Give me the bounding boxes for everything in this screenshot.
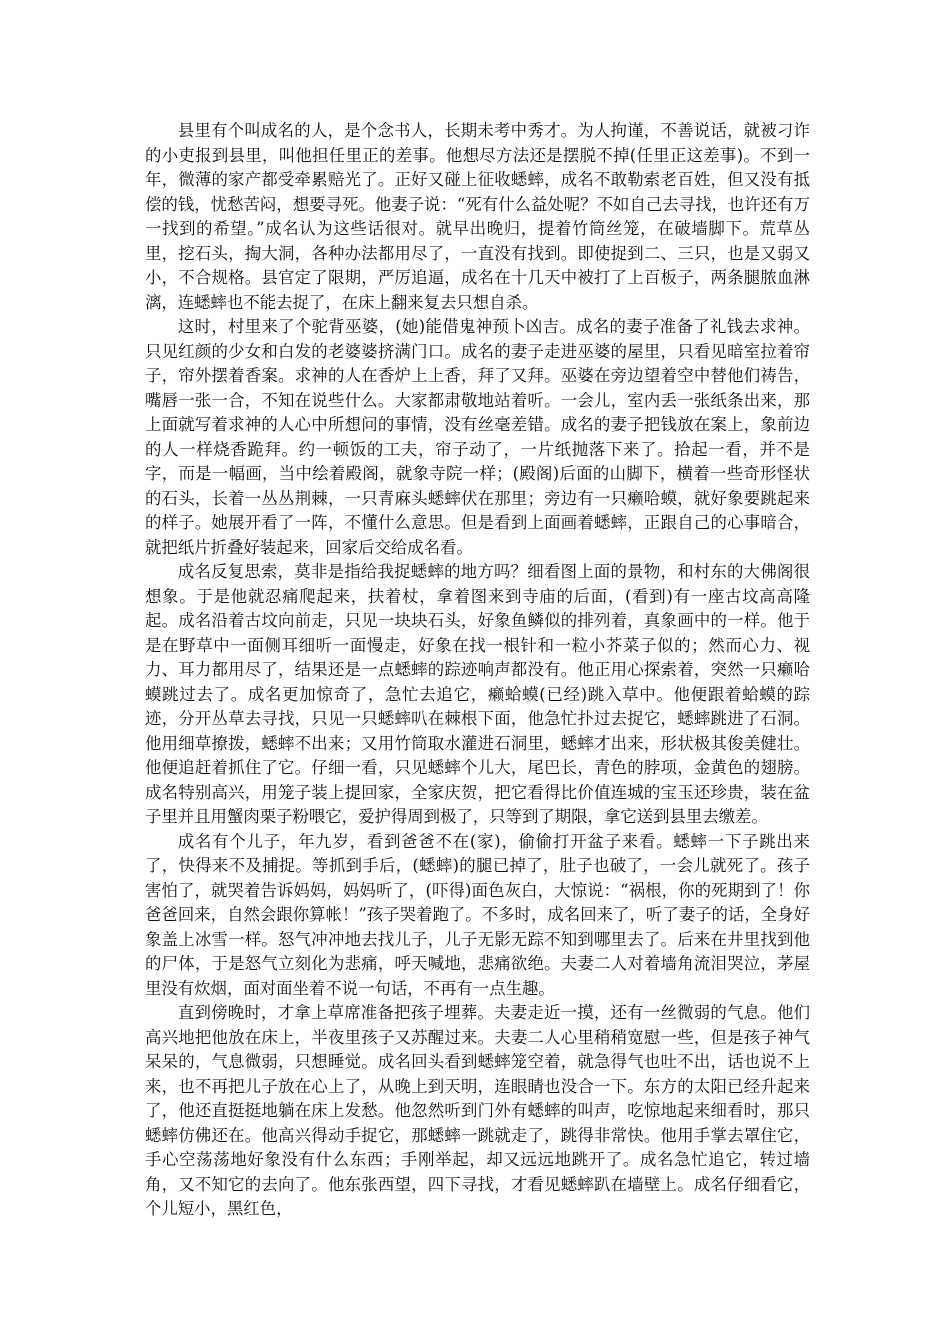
paragraph-4: 成名有个儿子，年九岁，看到爸爸不在(家)，偷偷打开盆子来看。蟋蟀一下子跳出来了，快得来不及捕捉。等抓到手后，(蟋蟀)的腿已掉了，肚子也破了，一会儿就死了。孩子害怕了，就哭着告诉妈妈，妈妈听了，(吓得)面色灰白，大惊说：“祸根，你的死期到了！你爸爸回来，自然会跟你算帐！”孩子哭着跑了。不多时，成名回来了，听了妻子的话，全身好象盖上冰雪一样。怒气冲冲地去找儿子，儿子无影无踪不知到哪里去了。后来在井里找到他的尸体，于是怒气立刻化为悲痛，呼天喊地，悲痛欲绝。夫妻二人对着墙角流泪哭泣，茅屋里没有炊烟，面对面坐着不说一句话，不再有一点生趣。 (145, 831, 810, 998)
paragraph-2: 这时，村里来了个驼背巫婆，(她)能借鬼神预卜凶吉。成名的妻子准备了礼钱去求神。只见红颜的少女和白发的老婆婆挤满门口。成名的妻子走进巫婆的屋里，只看见暗室拉着帘子，帘外摆着香案。求神的人在香炉上上香，拜了又拜。巫婆在旁边望着空中替他们祷告，嘴唇一张一合，不知在说些什么。大家都肃敬地站着听。一会儿，室内丢一张纸条出来，那上面就写着求神的人心中所想问的事情，没有丝毫差错。成名的妻子把钱放在案上，象前边的人一样烧香跪拜。约一顿饭的工夫，帘子动了，一片纸抛落下来了。拾起一看，并不是字，而是一幅画，当中绘着殿阁，就象寺院一样；(殿阁)后面的山脚下，横着一些奇形怪状的石头，长着一丛丛荆棘，一只青麻头蟋蟀伏在那里；旁边有一只癞哈蟆，就好象要跳起来的样子。她展开看了一阵，不懂什么意思。但是看到上面画着蟋蟀，正跟自己的心事暗合，就把纸片折叠好装起来，回家后交给成名看。 (145, 317, 810, 557)
document-page (145, 119, 810, 1222)
paragraph-1: 县里有个叫成名的人，是个念书人，长期未考中秀才。为人拘谨，不善说话，就被刁诈的小吏报到县里，叫他担任里正的差事。他想尽方法还是摆脱不掉(任里正这差事)。不到一年，微薄的家产都受牵累赔光了。正好又碰上征收蟋蟀，成名不敢勒索老百姓，但又没有抵偿的钱，忧愁苦闷，想要寻死。他妻子说：“死有什么益处呢？不如自己去寻找，也许还有万一找到的希望。”成名认为这些话很对。就早出晚归，提着竹筒丝笼，在破墙脚下。荒草丛里，挖石头，掏大洞，各种办法都用尽了，一直没有找到。即使捉到二、三只，也是又弱又小，不合规格。县官定了限期，严厉追逼，成名在十几天中被打了上百板子，两条腿脓血淋漓，连蟋蟀也不能去捉了，在床上翻来复去只想自杀。 (145, 121, 810, 312)
paragraph-3: 成名反复思索，莫非是指给我捉蟋蟀的地方吗？细看图上面的景物，和村东的大佛阁很想象。于是他就忍痛爬起来，扶着杖，拿着图来到寺庙的后面，(看到)有一座古坟高高隆起。成名沿着古坟向前走，只见一块块石头，好象鱼鳞似的排列着，真象画中的一样。他于是在野草中一面侧耳细听一面慢走，好象在找一根针和一粒小芥菜子似的；然而心力、视力、耳力都用尽了，结果还是一点蟋蟀的踪迹响声都没有。他正用心探索着，突然一只癞哈蟆跳过去了。成名更加惊奇了，急忙去追它，癞蛤蟆(已经)跳入草中。他便跟着蛤蟆的踪迹，分开丛草去寻找，只见一只蟋蟀叭在棘根下面，他急忙扑过去捉它，蟋蟀跳进了石洞。他用细草撩拨，蟋蟀不出来；又用竹筒取水灌进石洞里，蟋蟀才出来，形状极其俊美健壮。他便追赶着抓住了它。仔细一看，只见蟋蟀个儿大，尾巴长，青色的脖项，金黄色的翅膀。成名特别高兴，用笼子装上提回家，全家庆贺，把它看得比价值连城的宝玉还珍贵，装在盆子里并且用蟹肉栗子粉喂它，爱护得周到极了，只等到了期限，拿它送到县里去缴差。 (145, 562, 810, 826)
paragraph-5: 直到傍晚时，才拿上草席准备把孩子埋葬。夫妻走近一摸，还有一丝微弱的气息。他们高兴地把他放在床上，半夜里孩子又苏醒过来。夫妻二人心里稍稍宽慰一些，但是孩子神气呆呆的，气息微弱，只想睡觉。成名回头看到蟋蟀笼空着，就急得气也吐不出，话也说不上来，也不再把儿子放在心上了，从晚上到天明，连眼睛也没合一下。东方的太阳已经升起来了，他还直挺挺地躺在床上发愁。他忽然听到门外有蟋蟀的叫声，吃惊地起来细看时，那只蟋蟀仿佛还在。他高兴得动手捉它，那蟋蟀一跳就走了，跳得非常快。他用手掌去罩住它，手心空荡荡地好象没有什么东西；手刚举起，却又远远地跳开了。成名急忙追它，转过墙角，又不知它的去向了。他东张西望，四下寻找，才看见蟋蟀趴在墙壁上。成名仔细看它，个儿短小，黑红色， (145, 1003, 810, 1218)
